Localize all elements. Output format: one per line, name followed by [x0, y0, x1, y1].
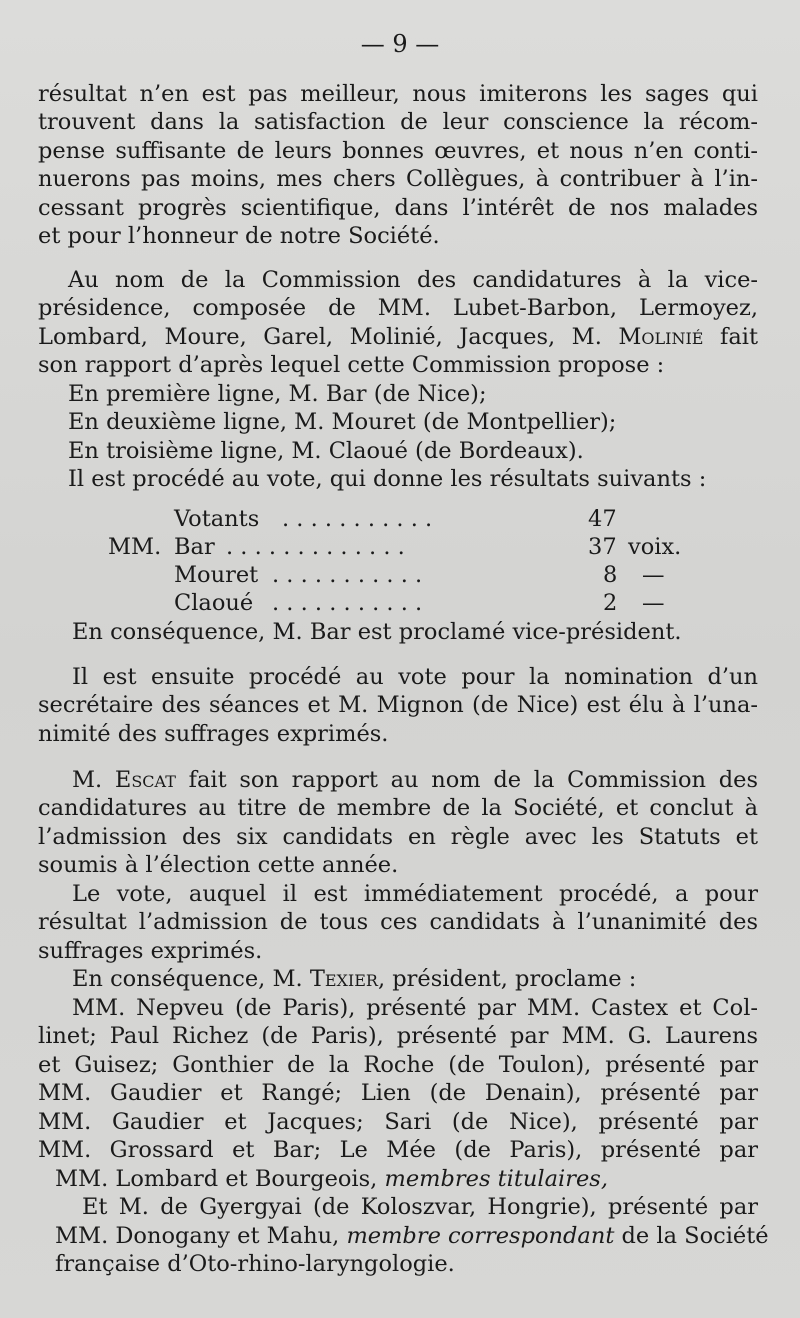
text-line: Il est ensuite procédé au vote pour la nomination d’un — [72, 664, 758, 690]
text-line: En conséquence, M. Texier, président, proclame : — [72, 966, 637, 992]
text-line: MM. Grossard et Bar; Le Mée (de Paris), présenté par — [38, 1137, 758, 1163]
text-line: présidence, composée de MM. Lubet-Barbon, Lermoyez, — [38, 295, 758, 321]
text-line: MM. Lombard et Bourgeois, membres titulaires, — [55, 1166, 608, 1192]
text-line: trouvent dans la satisfaction de leur conscience la récom- — [38, 109, 758, 135]
vote-unit: — — [642, 562, 665, 588]
text-line: MM. Nepveu (de Paris), présenté par MM. Castex et Col- — [72, 995, 758, 1021]
vote-name: Votants — [174, 506, 260, 532]
text-line: M. Escat fait son rapport au nom de la Commission des — [72, 767, 759, 793]
text-line: Lombard, Moure, Garel, Molinié, Jacques, M. Molinié fait — [38, 324, 758, 350]
vote-result: En conséquence, M. Bar est proclamé vice-président. — [72, 619, 682, 645]
vote-count: 2 — [603, 590, 618, 616]
text-line: suffrages exprimés. — [38, 938, 263, 964]
text-line: linet; Paul Richez (de Paris), présenté par MM. G. Laurens — [38, 1023, 758, 1049]
text-line: MM. Donogany et Mahu, membre correspondant de la Société — [55, 1223, 769, 1249]
text-line: candidatures au titre de membre de la Société, et conclut à — [38, 795, 758, 821]
vote-name: Claoué — [174, 590, 254, 616]
text-line: son rapport d’après lequel cette Commission propose : — [38, 352, 665, 378]
text-line: Et M. de Gyergyai (de Koloszvar, Hongrie), présenté par — [82, 1194, 758, 1220]
vote-count: 47 — [588, 506, 617, 532]
text-line: Le vote, auquel il est immédiatement procédé, a pour — [72, 881, 758, 907]
vote-unit: — — [642, 590, 665, 616]
vote-dots: . . . . . . . . . . . — [282, 506, 433, 532]
text-line: et pour l’honneur de notre Société. — [38, 223, 440, 249]
text-line: Il est procédé au vote, qui donne les résultats suivants : — [68, 466, 707, 492]
text-line: pense suffisante de leurs bonnes œuvres, et nous n’en conti- — [38, 138, 758, 164]
text-line: résultat l’admission de tous ces candidats à l’unanimité des — [38, 909, 758, 935]
text-line: et Guisez; Gonthier de la Roche (de Toulon), présenté par — [38, 1052, 758, 1078]
text-line: française d’Oto-rhino-laryngologie. — [55, 1251, 455, 1277]
vote-count: 37 — [588, 534, 617, 560]
text-line: nimité des suffrages exprimés. — [38, 721, 389, 747]
text-line: résultat n’en est pas meilleur, nous imiterons les sages qui — [38, 81, 758, 107]
text-line: MM. Gaudier et Rangé; Lien (de Denain), présenté par — [38, 1080, 758, 1106]
text-line: nuerons pas moins, mes chers Collègues, à contribuer à l’in- — [38, 166, 758, 192]
vote-unit: voix. — [628, 534, 682, 560]
page-number: — 9 — — [360, 30, 440, 58]
vote-name: Bar — [174, 534, 215, 560]
vote-dots: . . . . . . . . . . . — [272, 562, 423, 588]
text-line: En troisième ligne, M. Claoué (de Bordeaux). — [68, 438, 584, 464]
vote-dots: . . . . . . . . . . . . . — [226, 534, 405, 560]
text-line: En deuxième ligne, M. Mouret (de Montpellier); — [68, 409, 617, 435]
text-line: secrétaire des séances et M. Mignon (de Nice) est élu à l’una- — [38, 692, 758, 718]
text-line: cessant progrès scientifique, dans l’intérêt de nos malades — [38, 195, 758, 221]
text-line: l’admission des six candidats en règle avec les Statuts et — [38, 824, 758, 850]
text-line: En première ligne, M. Bar (de Nice); — [68, 381, 487, 407]
vote-dots: . . . . . . . . . . . — [272, 590, 423, 616]
text-line: soumis à l’élection cette année. — [38, 852, 399, 878]
vote-count: 8 — [603, 562, 618, 588]
vote-name: Mouret — [174, 562, 259, 588]
text-line: MM. Gaudier et Jacques; Sari (de Nice), présenté par — [38, 1109, 758, 1135]
vote-prefix: MM. — [108, 534, 162, 560]
text-line: Au nom de la Commission des candidatures à la vice- — [68, 267, 758, 293]
